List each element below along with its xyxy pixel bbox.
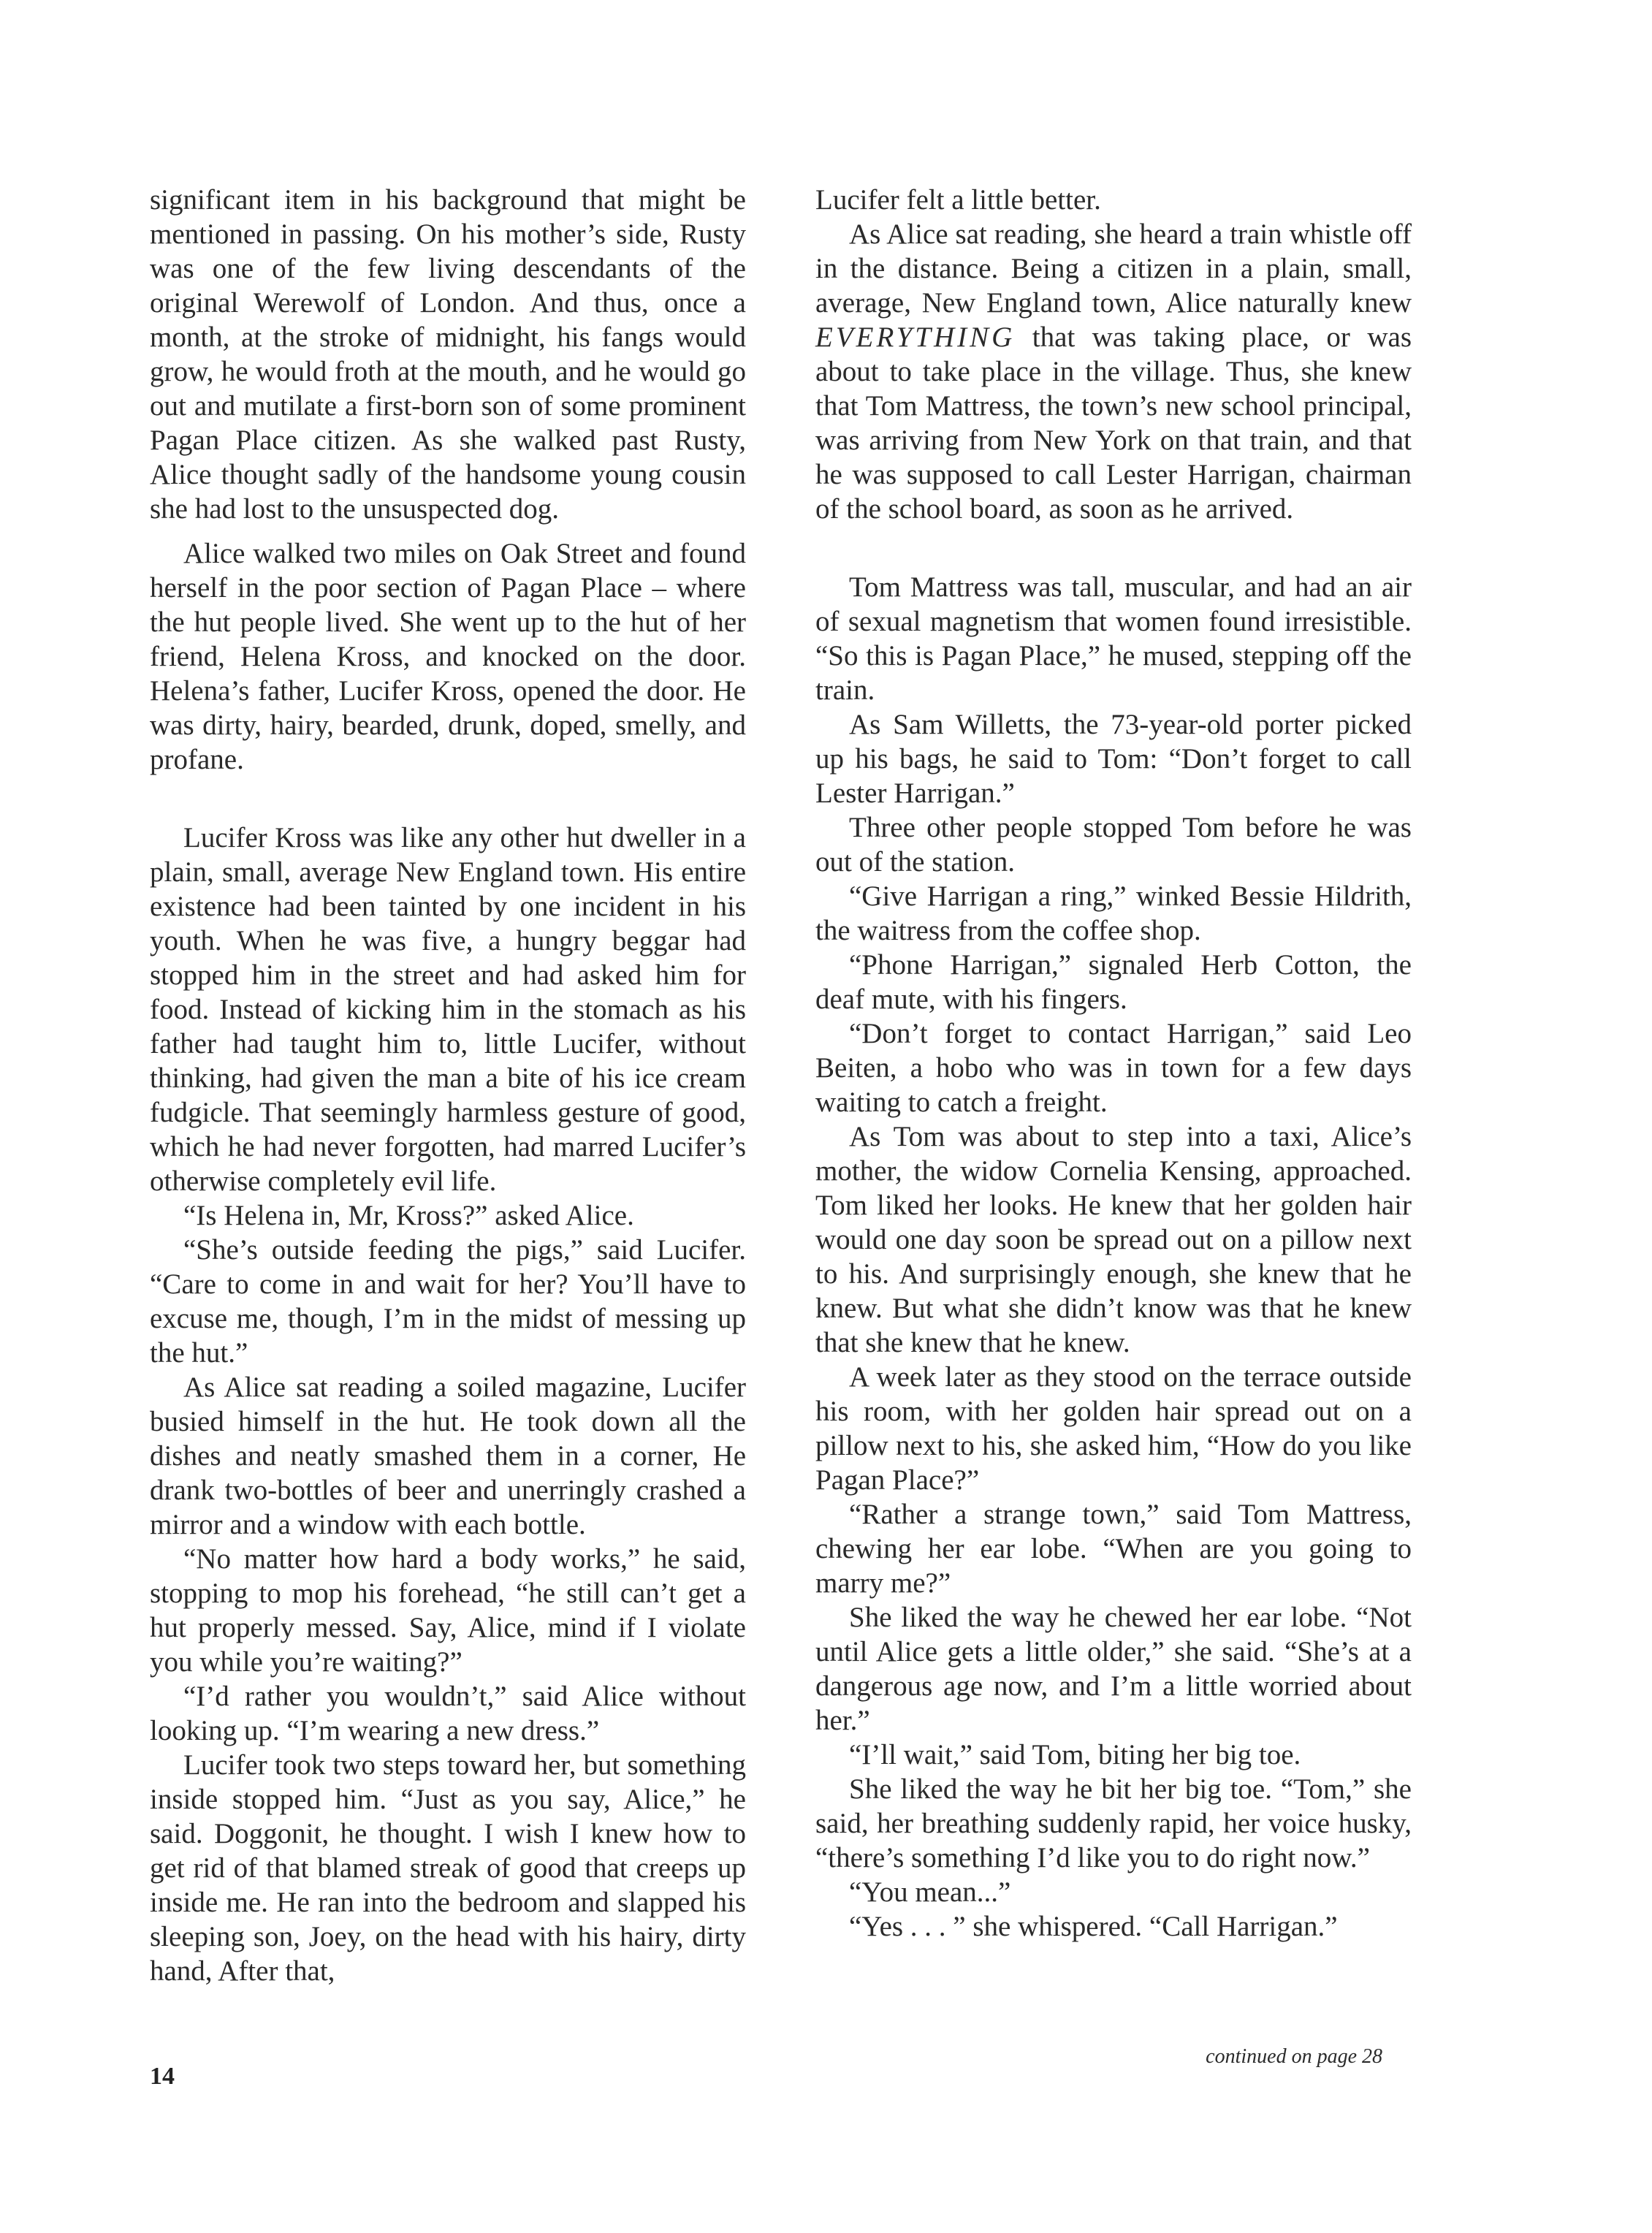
paragraph: “You mean...” bbox=[849, 1876, 1011, 1908]
paragraph: As Tom was about to step into a taxi, Alice’s mother, the widow Cornelia Kensing, approached. Tom liked her looks. He knew that her golden hair would one day soon be spread out on a pillow next to his. And surprisingly enough, she knew that he knew. But what she didn’t know was that he knew that she knew that he knew. bbox=[815, 1121, 1412, 1358]
paragraph: “She’s outside feeding the pigs,” said Lucifer. “Care to come in and wait for her? You’ll have to excuse me, though, I’m in the midst of messing up the hut.” bbox=[150, 1234, 746, 1369]
paragraph: “Don’t forget to contact Harrigan,” said Leo Beiten, a hobo who was in town for a few days waiting to catch a freight. bbox=[815, 1018, 1412, 1118]
paragraph: As Sam Willetts, the 73-year-old porter picked up his bags, he said to Tom: “Don’t forget to call Lester Harrigan.” bbox=[815, 709, 1412, 809]
paragraph: Lucifer felt a little better. bbox=[815, 184, 1101, 216]
paragraph: “Give Harrigan a ring,” winked Bessie Hildrith, the waitress from the coffee shop. bbox=[815, 880, 1412, 946]
paragraph-part: As Alice sat reading, she heard a train whistle off in the distance. Being a citizen in a plain, small, average, New England town, Alice naturally knew bbox=[815, 218, 1412, 319]
paragraph: “Phone Harrigan,” signaled Herb Cotton, the deaf mute, with his fingers. bbox=[815, 949, 1412, 1015]
page-number: 14 bbox=[150, 2063, 175, 2090]
paragraph: She liked the way he bit her big toe. “Tom,” she said, her breathing suddenly rapid, her voice husky, “there’s something I’d like you to do right now.” bbox=[815, 1773, 1412, 1873]
emphasized-word: EVERYTHING bbox=[815, 322, 1016, 353]
paragraph: “Is Helena in, Mr, Kross?” asked Alice. bbox=[183, 1200, 634, 1231]
paragraph bbox=[815, 217, 1412, 526]
paragraph: “Rather a strange town,” said Tom Mattress, chewing her ear lobe. “When are you going to marry me?” bbox=[815, 1499, 1412, 1599]
paragraph: Lucifer took two steps toward her, but something inside stopped him. “Just as you say, Alice,” he said. Doggonit, he thought. I wish I knew how to get rid of that blamed streak of good that creeps up inside me. He ran into the bedroom and slapped his sleeping son, Joey, on the head with his hairy, dirty hand, After that, bbox=[150, 1749, 746, 1987]
paragraph: “No matter how hard a body works,” he said, stopping to mop his forehead, “he still can’t get a hut properly messed. Say, Alice, mind if I violate you while you’re waiting?” bbox=[150, 1543, 746, 1678]
paragraph: “Yes . . . ” she whispered. “Call Harrigan.” bbox=[849, 1911, 1338, 1942]
continued-note: continued on page 28 bbox=[1206, 2045, 1382, 2068]
paragraph: significant item in his background that might be mentioned in passing. On his mother’s side, Rusty was one of the few living descendants of the original Werewolf of London. And thus, once a month, at the stroke of midnight, his fangs would grow, he would froth at the mouth, and he would go out and mutilate a first-born son of some prominent Pagan Place citizen. As she walked past Rusty, Alice thought sadly of the handsome young cousin she had lost to the unsuspected dog. bbox=[150, 184, 746, 525]
right-column bbox=[815, 183, 1412, 1944]
paragraph: She liked the way he chewed her ear lobe. “Not until Alice gets a little older,” she said. “She’s at a dangerous age now, and I’m a little worried about her.” bbox=[815, 1602, 1412, 1736]
paragraph: Three other people stopped Tom before he was out of the station. bbox=[815, 812, 1412, 878]
paragraph: Alice walked two miles on Oak Street and found herself in the poor section of Pagan Place – where the hut people lived. She went up to the hut of her friend, Helena Kross, and knocked on the door. Helena’s father, Lucifer Kross, opened the door. He was dirty, hairy, bearded, drunk, doped, smelly, and profane. bbox=[150, 538, 746, 775]
paragraph: Lucifer Kross was like any other hut dweller in a plain, small, average New England town. His entire existence had been tainted by one incident in his youth. When he was five, a hungry beggar had stopped him in the street and had asked him for food. Instead of kicking him in the stomach as his father had taught him to, little Lucifer, without thinking, had given the man a bite of his ice cream fudgicle. That seemingly harmless gesture of good, which he had never forgotten, had marred Lucifer’s otherwise completely evil life. bbox=[150, 822, 746, 1197]
paragraph: As Alice sat reading a soiled magazine, Lucifer busied himself in the hut. He took down all the dishes and neatly smashed them in a corner, He drank two-bottles of beer and unerringly crashed a mirror and a window with each bottle. bbox=[150, 1372, 746, 1540]
paragraph-part: that was taking place, or was about to take place in the village. Thus, she knew that Tom Mattress, the town’s new school principal, was arriving from New York on that train, and that he was supposed to call Lester Harrigan, chairman of the school board, as soon as he arrived. bbox=[815, 322, 1412, 525]
paragraph: Tom Mattress was tall, muscular, and had an air of sexual magnetism that women found irresistible. “So this is Pagan Place,” he mused, stepping off the train. bbox=[815, 571, 1412, 706]
paragraph: A week later as they stood on the terrace outside his room, with her golden hair spread out on a pillow next to his, she asked him, “How do you like Pagan Place?” bbox=[815, 1361, 1412, 1496]
paragraph: “I’ll wait,” said Tom, biting her big toe. bbox=[849, 1739, 1301, 1770]
left-column bbox=[150, 183, 746, 1988]
paragraph: “I’d rather you wouldn’t,” said Alice without looking up. “I’m wearing a new dress.” bbox=[150, 1681, 746, 1746]
